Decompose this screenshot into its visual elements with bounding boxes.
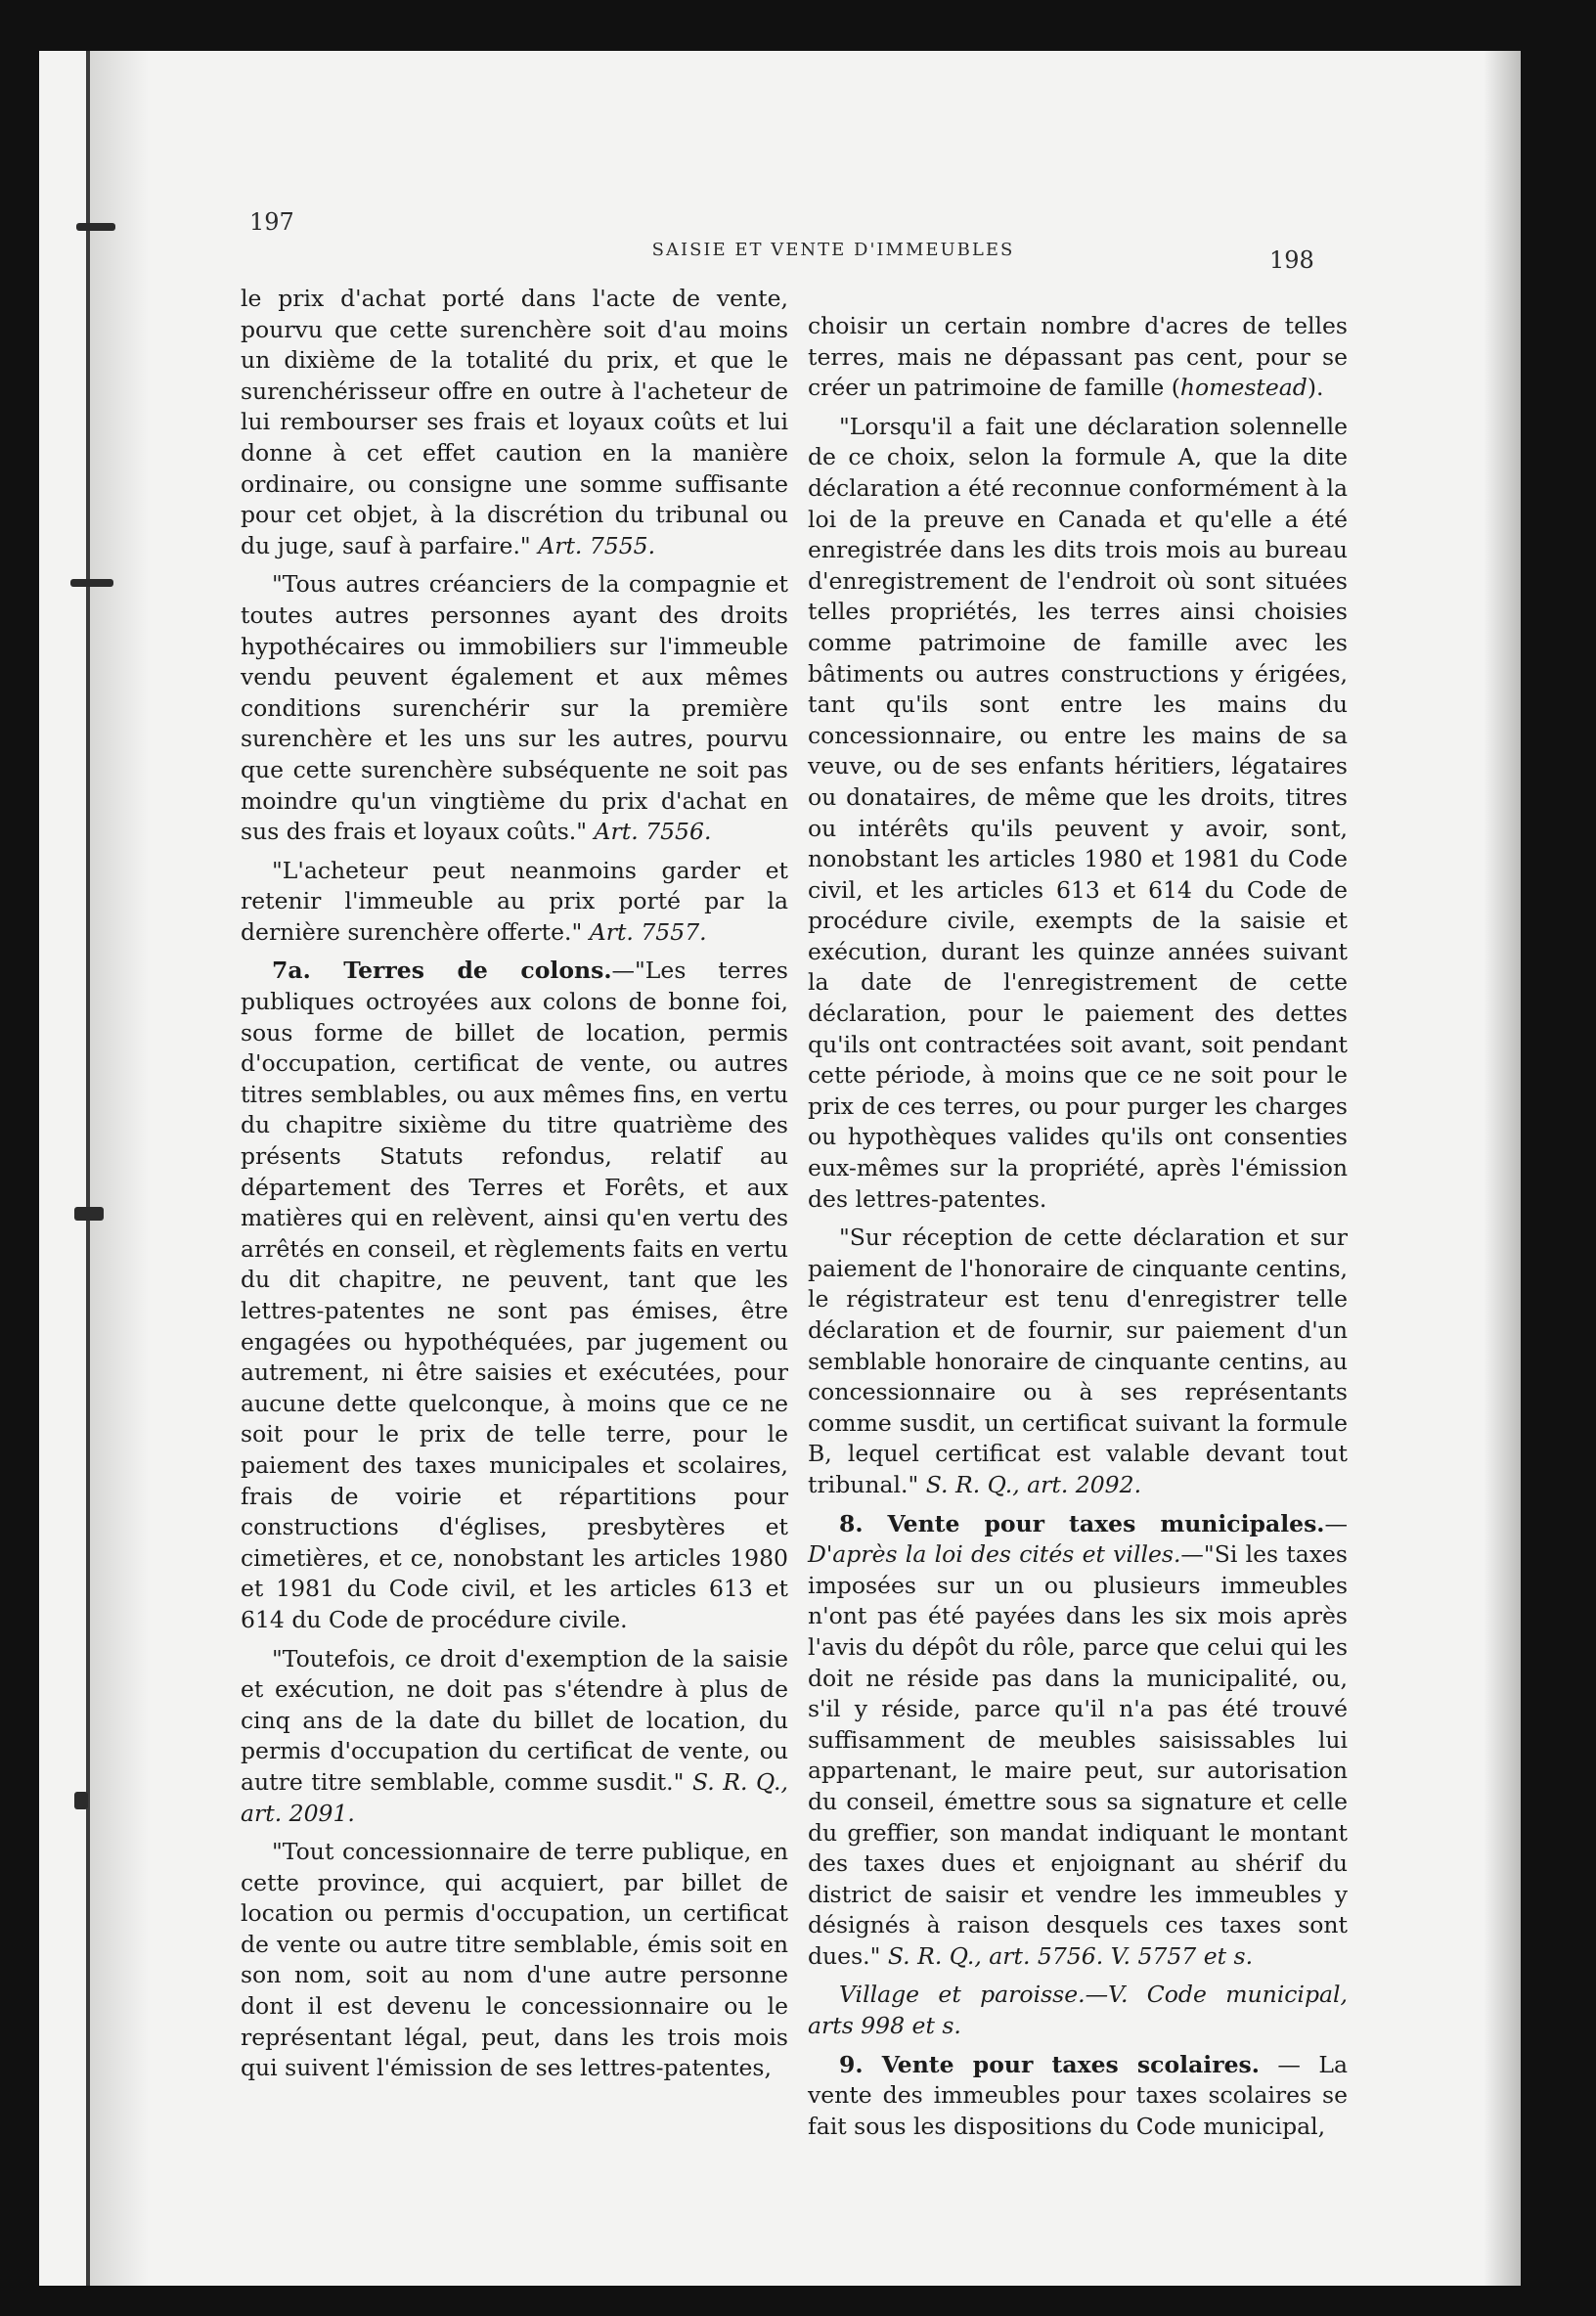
binding-mark: [76, 223, 115, 231]
binding-mark: [70, 579, 113, 587]
section-paragraph: 8. Vente pour taxes municipales.—D'après la loi des cités et villes.—"Si les taxes imposées sur un ou plusieurs immeubles n'ont pas été payées dans les six mois après l'avis du dépôt du rôle, parce que celui qui les doit ne réside pas dans la municipalité, ou, s'il y réside, parce qu'il n'a pas été trouvé suffisamment de meubles saisissables lui appartenant, le maire peut, sur autorisation du conseil, émettre sous sa signature et celle du greffier, son mandat indiquant le montant des taxes dues et enjoignant au shérif du district de saisir et vendre les immeubles y désignés à raison desquels ces taxes sont dues." S. R. Q., art. 5756. V. 5757 et s.: [808, 1509, 1348, 1970]
right-text-column: [808, 311, 1348, 2150]
section-paragraph: 7a. Terres de colons.—"Les terres publiques octroyées aux colons de bonne foi, sous forme de billet de location, permis d'occupation, certificat de vente, ou autres titres semblables, ou aux mêmes fins, en vertu du chapitre sixième du titre quatrième des présents Statuts refondus, relatif au département des Terres et Forêts, et aux matières qui en relèvent, ainsi qu'en vertu des arrêtés en conseil, et règlements faits en vertu du dit chapitre, ne peuvent, tant que les lettres-patentes ne sont pas émises, être engagées ou hypothéquées, par jugement ou autrement, ni être saisies et exécutées, pour aucune dette quelconque, à moins que ce ne soit pour le prix de telle terre, pour le paiement des taxes municipales et scolaires, frais de voirie et répartitions pour constructions d'églises, presbytères et cimetières, et ce, nonobstant les articles 1980 et 1981 du Code civil, et les articles 613 et 614 du Code de procédure civile.: [241, 957, 788, 1633]
book-page: [39, 51, 1521, 2286]
citation: Art. 7557.: [589, 917, 707, 946]
citation: Art. 7556.: [594, 818, 712, 846]
gutter-shadow: [90, 51, 149, 2286]
left-text-column: [241, 284, 788, 2092]
citation: S. R. Q., art. 5756. V. 5757 et s.: [887, 1941, 1254, 1970]
citation: S. R. Q., art. 2091.: [241, 1767, 788, 1827]
page-edge-shadow: [1484, 51, 1521, 2286]
section-heading: 7a. Terres de colons.: [272, 957, 612, 985]
paragraph: choisir un certain nombre d'acres de telles terres, mais ne dépassant pas cent, pour se créer un patrimoine de famille (homestead).: [808, 312, 1348, 402]
running-head: SAISIE ET VENTE D'IMMEUBLES: [651, 240, 1015, 260]
cross-reference: Village et paroisse.—V. Code municipal, arts 998 et s.: [808, 1981, 1348, 2040]
right-page-number: 198: [1269, 246, 1314, 274]
paragraph: "L'acheteur peut neanmoins garder et retenir l'immeuble au prix porté par la dernière surenchère offerte." Art. 7557.: [241, 856, 788, 946]
paragraph: "Tous autres créanciers de la compagnie et toutes autres personnes ayant des droits hypothécaires ou immobiliers sur l'immeuble vendu peuvent également et aux mêmes conditions surenchérir sur la première surenchère et les uns sur les autres, pourvu que cette surenchère subséquente ne soit pas moindre qu'un vingtième du prix d'achat en sus des frais et loyaux coûts." Art. 7556.: [241, 570, 788, 846]
left-page-number: 197: [249, 208, 294, 236]
binding-mark: [74, 1207, 104, 1221]
paragraph: [808, 1980, 1348, 2041]
section-paragraph: 9. Vente pour taxes scolaires. — La vente des immeubles pour taxes scolaires se fait sous les dispositions du Code municipal,: [808, 2050, 1348, 2140]
paragraph: "Lorsqu'il a fait une déclaration solennelle de ce choix, selon la formule A, que la dite déclaration a été reconnue conformément à la loi de la preuve en Canada et qu'elle a été enregistrée dans les dits trois mois au bureau d'enregistrement de l'endroit où sont situées telles propriétés, les terres ainsi choisies comme patrimoine de famille avec les bâtiments ou autres constructions y érigées, tant qu'ils sont entre les mains du concessionnaire, ou entre les mains de sa veuve, ou de ses enfants héritiers, légataires ou donataires, de même que les droits, titres ou intérêts qu'ils peuvent y avoir, sont, nonobstant les articles 1980 et 1981 du Code civil, et les articles 613 et 614 du Code de procédure civile, exempts de la saisie et exécution, durant les quinze années suivant la date de l'enregistrement de cette déclaration, pour le paiement des dettes qu'ils ont contractées soit avant, soit pendant cette période, à moins que ce ne soit pour le prix de ces terres, ou pour purger les charges ou hypothèques valides qu'ils ont consenties eux-mêmes sur la propriété, après l'émission des lettres-patentes.: [808, 412, 1348, 1213]
binding-mark: [74, 1792, 88, 1809]
subheading: D'après la loi des cités et villes.: [808, 1540, 1181, 1569]
paragraph: "Tout concessionnaire de terre publique, en cette province, qui acquiert, par billet de location ou permis d'occupation, un certificat de vente ou autre titre semblable, émis soit en son nom, soit au nom d'une autre personne dont il est devenu le concessionnaire ou le représentant légal, peut, dans les trois mois qui suivent l'émission de ses lettres-patentes,: [241, 1838, 788, 2082]
term: homestead: [1179, 374, 1308, 402]
paragraph: le prix d'achat porté dans l'acte de vente, pourvu que cette surenchère soit d'au moins un dixième de la totalité du prix, et que le surenchérisseur offre en outre à l'acheteur de lui rembourser ses frais et loyaux coûts et lui donne à cet effet caution en la manière ordinaire, ou consigne une somme suffisante pour cet objet, à la discrétion du tribunal ou du juge, sauf à parfaire." Art. 7555.: [241, 285, 788, 559]
paragraph: "Toutefois, ce droit d'exemption de la saisie et exécution, ne doit pas s'étendre à plus de cinq ans de la date du billet de location, du permis d'occupation du certificat de vente, ou autre titre semblable, comme susdit." S. R. Q., art. 2091.: [241, 1644, 788, 1827]
binding-line: [86, 51, 90, 2286]
citation: S. R. Q., art. 2092.: [925, 1470, 1142, 1498]
section-heading: 9. Vente pour taxes scolaires.: [839, 2050, 1260, 2078]
paragraph: "Sur réception de cette déclaration et sur paiement de l'honoraire de cinquante centins, le régistrateur est tenu d'enregistrer telle déclaration et de fournir, sur paiement d'un semblable honoraire de cinquante centins, au concessionnaire ou à ses représentants comme susdit, un certificat suivant la formule B, lequel certificat est valable devant tout tribunal." S. R. Q., art. 2092.: [808, 1224, 1348, 1498]
section-heading: 8. Vente pour taxes municipales.: [839, 1509, 1325, 1537]
citation: Art. 7555.: [538, 531, 656, 559]
